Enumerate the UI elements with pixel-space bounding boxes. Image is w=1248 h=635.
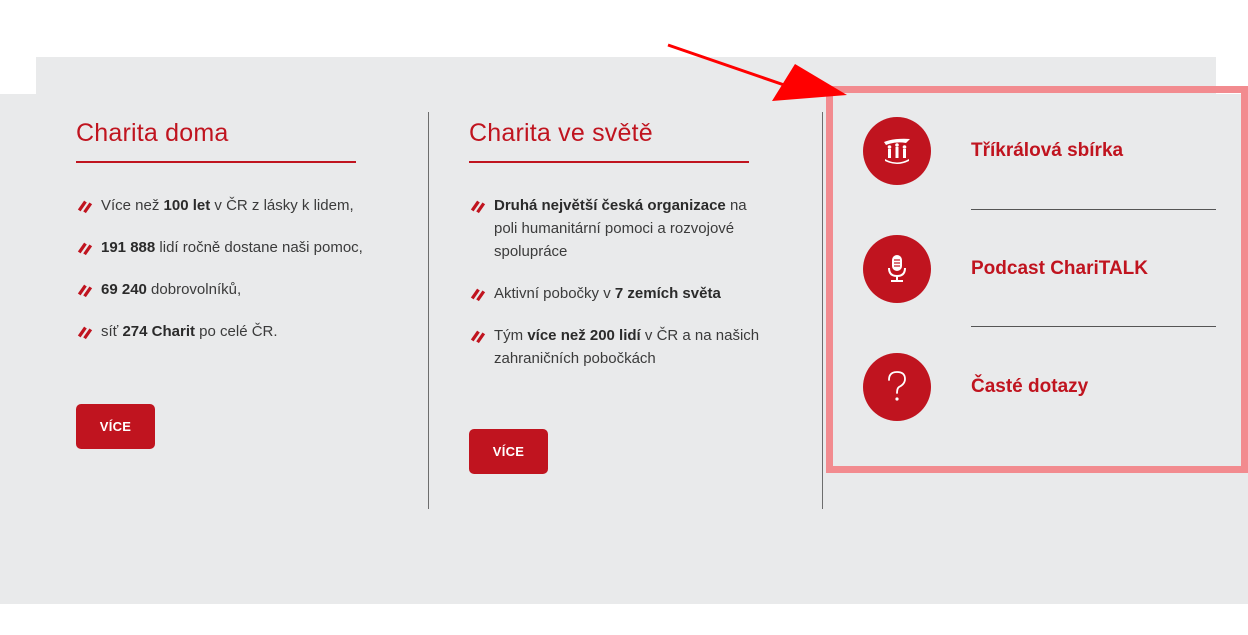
- title-underline: [469, 161, 749, 163]
- column-title: Charita ve světě: [469, 119, 653, 147]
- list-item: síť 274 Charit po celé ČR.: [76, 320, 406, 343]
- title-underline: [76, 161, 356, 163]
- list-item: Tým více než 200 lidí v ČR a na našich zahraničních pobočkách: [469, 324, 769, 370]
- slash-bullet-icon: [76, 282, 94, 298]
- slash-bullet-icon: [76, 198, 94, 214]
- list-item: 191 888 lidí ročně dostane naši pomoc,: [76, 236, 406, 259]
- side-link-label: Časté dotazy: [971, 376, 1089, 397]
- slash-bullet-icon: [76, 240, 94, 256]
- list-item: 69 240 dobrovolníků,: [76, 278, 406, 301]
- slash-bullet-icon: [469, 328, 487, 344]
- slash-bullet-icon: [469, 198, 487, 214]
- list-item: Aktivní pobočky v 7 zemích světa: [469, 282, 769, 305]
- facts-list: [76, 194, 406, 343]
- list-item: Druhá největší česká organizace na poli humanitární pomoci a rozvojové spolupráce: [469, 194, 769, 263]
- list-item: Více než 100 let v ČR z lásky k lidem,: [76, 194, 406, 217]
- side-link-label: Tříkrálová sbírka: [971, 140, 1124, 161]
- more-button-doma[interactable]: VÍCE: [76, 404, 155, 449]
- column-title: Charita doma: [76, 119, 229, 147]
- column-divider: [822, 112, 823, 509]
- highlight-annotation-box: [826, 86, 1248, 473]
- column-divider: [428, 112, 429, 509]
- slash-bullet-icon: [469, 286, 487, 302]
- side-link-label: Podcast ChariTALK: [971, 258, 1149, 279]
- slash-bullet-icon: [76, 324, 94, 340]
- facts-list: [469, 194, 769, 370]
- column-charita-ve-svete: [469, 94, 799, 459]
- column-charita-doma: [76, 94, 406, 434]
- more-button-svete[interactable]: VÍCE: [469, 429, 548, 474]
